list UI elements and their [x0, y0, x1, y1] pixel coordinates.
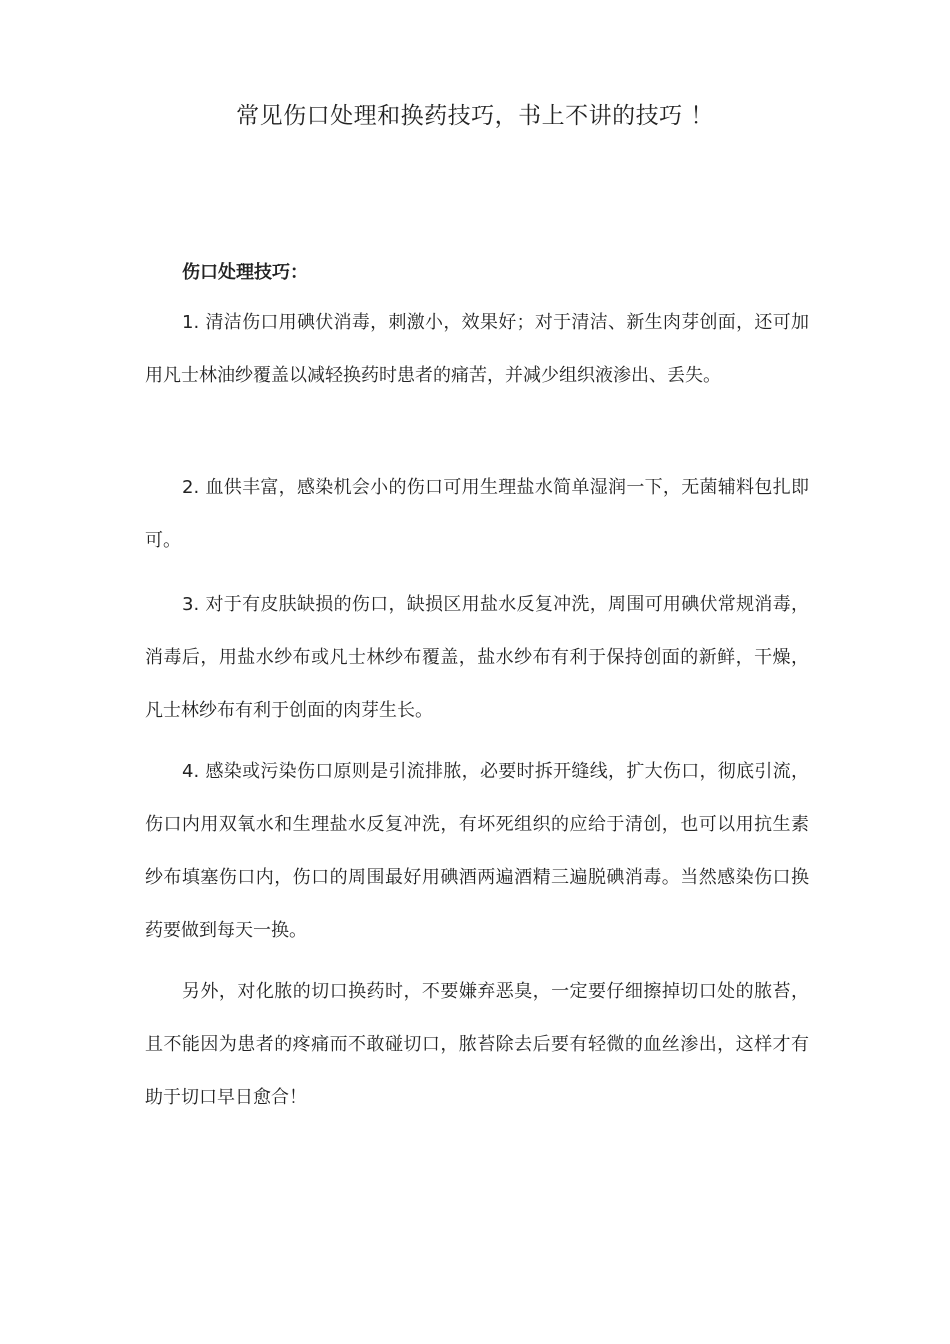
list-item-3 [145, 578, 809, 737]
list-item-2-text: 血供丰富，感染机会小的伤口可用生理盐水简单湿润一下，无菌辅料包扎即可。 [145, 477, 809, 551]
list-item-2 [145, 461, 809, 567]
list-item-2-number: 2. [182, 477, 200, 498]
closing-paragraph: 另外，对化脓的切口换药时，不要嫌弃恶臭，一定要仔细擦掉切口处的脓苔，且不能因为患者的疼痛而不敢碰切口，脓苔除去后要有轻微的血丝渗出，这样才有助于切口早日愈合！ [145, 981, 809, 1108]
section-heading: 伤口处理技巧： [182, 262, 308, 283]
list-item-3-text: 对于有皮肤缺损的伤口，缺损区用盐水反复冲洗，周围可用碘伏常规消毒，消毒后，用盐水纱布或凡士林纱布覆盖，盐水纱布有利于保持创面的新鲜，干燥，凡士林纱布有利于创面的肉芽生长。 [145, 594, 809, 721]
list-item-1-number: 1. [182, 312, 200, 333]
list-item-4-text: 感染或污染伤口原则是引流排脓，必要时拆开缝线，扩大伤口，彻底引流，伤口内用双氧水和生理盐水反复冲洗，有坏死组织的应给于清创，也可以用抗生素纱布填塞伤口内，伤口的周围最好用碘酒两遍酒精三遍脱碘消毒。当然感染伤口换药要做到每天一换。 [145, 761, 809, 941]
list-item-3-number: 3. [182, 594, 200, 615]
document-title: 常见伤口处理和换药技巧，书上不讲的技巧 ！ [236, 103, 714, 129]
list-item-4-number: 4. [182, 761, 200, 782]
list-item-4 [145, 745, 809, 957]
list-item-1-text: 清洁伤口用碘伏消毒，刺激小，效果好；对于清洁、新生肉芽创面，还可加用凡士林油纱覆盖以减轻换药时患者的痛苦，并减少组织液渗出、丢失。 [145, 312, 809, 386]
list-item-1 [145, 296, 809, 402]
